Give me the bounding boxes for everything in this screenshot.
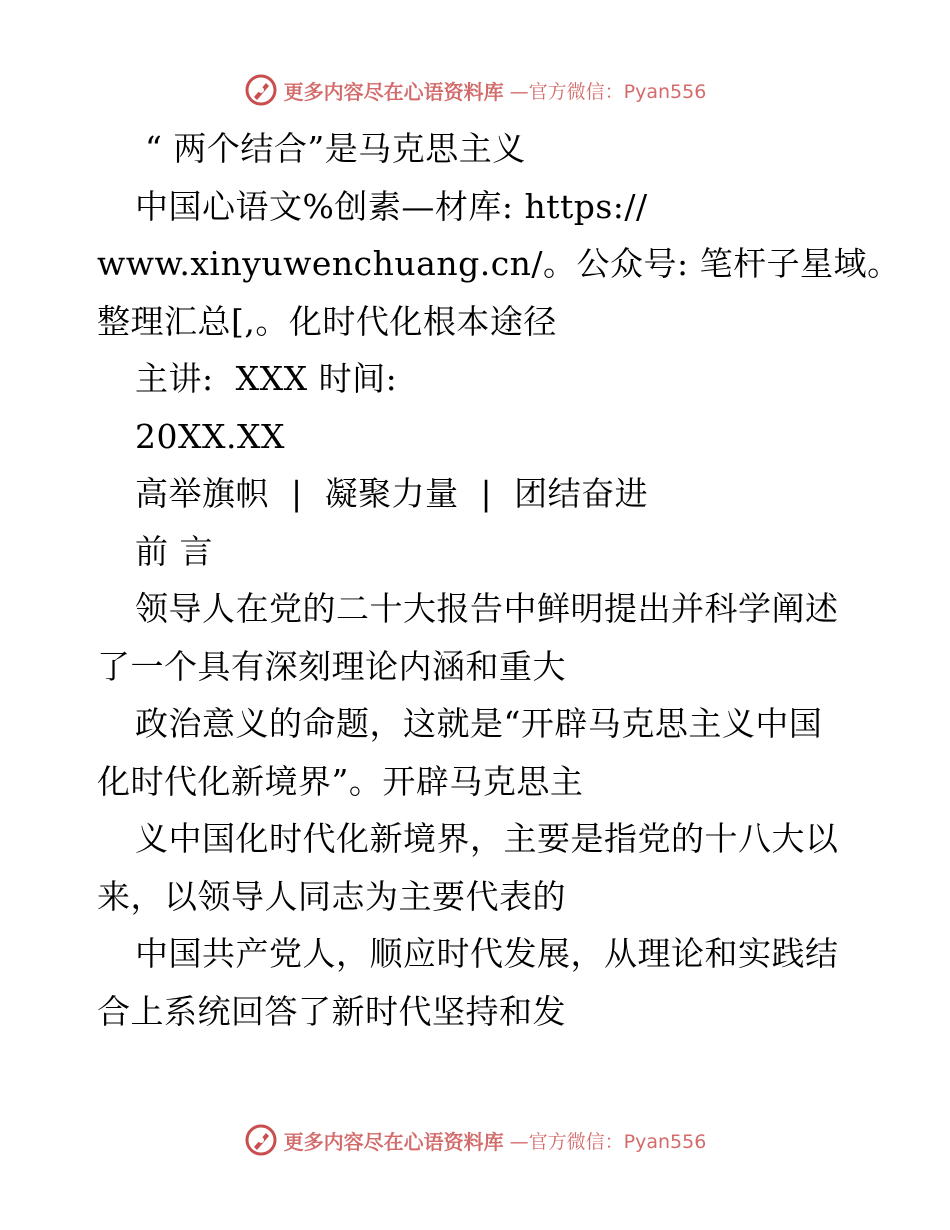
paragraph-line: 义中国化时代化新境界，主要是指党的十八大以 xyxy=(135,819,839,858)
header-banner xyxy=(0,70,950,110)
pen-logo-icon xyxy=(244,73,278,107)
header-banner-text: 更多内容尽在心语资料库 xyxy=(283,79,504,104)
text-line: 中国心语文%创素—材库: https:// xyxy=(135,186,648,226)
footer-banner-text: 更多内容尽在心语资料库 xyxy=(283,1129,504,1154)
slogan-line: 高举旗帜 | 凝聚力量 | 团结奋进 xyxy=(135,474,649,513)
footer-banner-suffix: —官方微信：Pyan556 xyxy=(509,1130,707,1153)
paragraph-line: 来，以领导人同志为主要代表的 xyxy=(97,876,566,916)
text-line: 整理汇总[,。化时代化根本途径 xyxy=(97,301,557,341)
header-banner-suffix: —官方微信：Pyan556 xyxy=(509,80,707,103)
title-line: “ 两个结合”是马克思主义 xyxy=(145,129,526,168)
pen-logo-icon xyxy=(244,1123,278,1157)
paragraph-line: 领导人在党的二十大报告中鲜明提出并科学阐述 xyxy=(135,589,839,628)
paragraph-line: 了一个具有深刻理论内涵和重大 xyxy=(97,646,566,686)
text-line: www.xinyuwenchuang.cn/。公众号: 笔杆子星域。 xyxy=(97,244,901,283)
paragraph-line: 化时代化新境界”。开辟马克思主 xyxy=(97,761,584,801)
paragraph-line: 合上系统回答了新时代坚持和发 xyxy=(97,991,566,1031)
footer-banner xyxy=(0,1120,950,1160)
paragraph-line: 政治意义的命题，这就是“开辟马克思主义中国 xyxy=(135,704,823,743)
speaker-line: 主讲: XXX 时间: xyxy=(135,359,398,398)
paragraph-line: 中国共产党人，顺应时代发展，从理论和实践结 xyxy=(135,934,839,973)
document-body xyxy=(97,120,901,1040)
section-heading: 前 言 xyxy=(135,531,213,571)
date-line: 20XX.XX xyxy=(135,416,285,456)
